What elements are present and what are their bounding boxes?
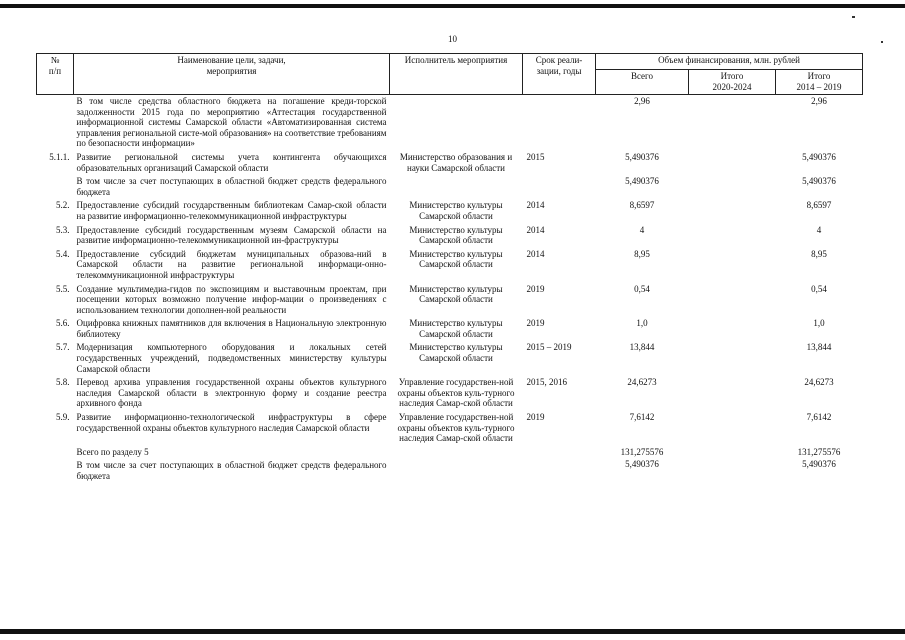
row-itogo-2020-2024	[689, 199, 776, 223]
row-itogo-2020-2024	[689, 175, 776, 199]
row-total: 7,6142	[629, 412, 655, 423]
row-itogo-2014-2019: 5,490376	[802, 459, 836, 470]
row-executor	[390, 175, 523, 199]
table-row-total	[37, 446, 863, 460]
table-row	[37, 376, 863, 411]
row-term: 2014	[526, 224, 545, 235]
row-itogo-2014-2019: 131,275576	[797, 446, 841, 457]
table-row	[37, 411, 863, 446]
row-name: В том числе средства областного бюджета на погашение креди-торской задолженности 2015 года по мероприятию «Аттестация государственной информационной системы Самарской области «Автоматизированная система управления региональной систе-мой образования» на соответствие требованиям по безопасности информации»	[76, 96, 387, 149]
row-itogo-2020-2024	[689, 446, 776, 460]
header-num: № п/п	[37, 54, 74, 95]
row-total: 2,96	[634, 96, 650, 106]
row-executor: Министерство культуры Самарской области	[409, 342, 503, 364]
row-total: 5,490376	[625, 151, 659, 162]
row-total: 0,54	[634, 283, 650, 294]
row-term: 2014	[526, 248, 545, 259]
table-row	[37, 95, 863, 151]
row-itogo-2014-2019: 24,6273	[804, 377, 834, 388]
row-itogo-2020-2024	[689, 376, 776, 411]
financing-table	[36, 53, 863, 484]
row-term: 2019	[526, 283, 545, 294]
row-name: В том числе за счет поступающих в областной бюджет средств федерального бюджета	[76, 176, 387, 197]
scan-speck	[881, 41, 883, 43]
row-num	[37, 459, 74, 483]
row-name: Всего по разделу 5	[76, 446, 149, 457]
row-itogo-2020-2024	[689, 411, 776, 446]
row-itogo-2014-2019: 0,54	[811, 283, 827, 294]
row-term	[523, 459, 596, 483]
row-itogo-2020-2024	[689, 151, 776, 175]
row-total: 24,6273	[627, 377, 657, 388]
row-itogo-2020-2024	[689, 95, 776, 151]
row-term: 2015, 2016	[526, 377, 567, 388]
row-total: 5,490376	[625, 459, 659, 470]
row-executor	[390, 95, 523, 151]
row-itogo-2020-2024	[689, 459, 776, 483]
row-name: Перевод архива управления государственной охраны объектов культурного наследия Самарской области в электронную форму и создание реестра архивного фонда	[76, 377, 387, 409]
table-row	[37, 317, 863, 341]
table-row	[37, 224, 863, 248]
row-itogo-2014-2019: 13,844	[806, 342, 832, 353]
row-total: 131,275576	[620, 446, 664, 457]
row-name: Предоставление субсидий государственным музеям Самарской области на развитие информационно-телекоммуникационной ин-фраструктуры	[76, 224, 387, 246]
header-name: Наименование цели, задачи, мероприятия	[74, 54, 390, 95]
row-executor	[390, 459, 523, 483]
row-total: 8,6597	[629, 200, 655, 211]
row-executor: Управление государствен-ной охраны объектов куль-турного наследия Самар-ской области	[397, 412, 515, 444]
row-executor: Министерство культуры Самарской области	[409, 200, 503, 221]
row-term: 2015	[526, 151, 545, 162]
row-itogo-2020-2024	[689, 283, 776, 318]
row-term: 2014	[526, 200, 545, 211]
row-itogo-2014-2019: 5,490376	[802, 176, 836, 187]
row-num: 5.3.	[56, 224, 70, 235]
table-row	[37, 341, 863, 376]
row-executor	[390, 446, 523, 460]
table-row	[37, 248, 863, 283]
table-row	[37, 175, 863, 199]
table-row	[37, 199, 863, 223]
row-itogo-2014-2019: 5,490376	[802, 151, 836, 162]
row-itogo-2014-2019: 7,6142	[806, 412, 832, 423]
row-num: 5.5.	[56, 283, 70, 294]
row-total: 5,490376	[625, 176, 659, 187]
row-itogo-2014-2019: 8,6597	[806, 200, 832, 211]
row-name: Оцифровка книжных памятников для включения в Национальную электронную библиотеку	[76, 318, 387, 339]
row-name: Модернизация компьютерного оборудования и локальных сетей государственных учреждений, подведомственных министерству культуры Самарской области	[76, 342, 387, 374]
row-total: 8,95	[634, 248, 650, 259]
row-total: 1,0	[636, 318, 648, 329]
row-total: 13,844	[629, 342, 655, 353]
row-name: Развитие региональной системы учета контингента обучающихся образовательных организаций Самарской области	[76, 151, 387, 173]
table-row-federal	[37, 459, 863, 483]
row-executor: Министерство образования и науки Самарской области	[399, 151, 513, 173]
row-term	[523, 175, 596, 199]
row-executor: Министерство культуры Самарской области	[409, 283, 503, 305]
row-term	[523, 446, 596, 460]
header-executor: Исполнитель мероприятия	[390, 54, 523, 95]
row-num: 5.7.	[56, 342, 70, 353]
row-num	[37, 175, 74, 199]
row-term: 2019	[526, 412, 545, 423]
row-term: 2015 – 2019	[526, 342, 572, 353]
row-name: Создание мультимедиа-гидов по экспозициям и выставочным проектам, при посещении которых возможно получение инфор-мации о произведениях с использованием технологии дополнен-ной реальности	[76, 283, 387, 315]
table-row	[37, 283, 863, 318]
header-itogo-2014-2019: Итого 2014 – 2019	[776, 70, 863, 95]
row-executor: Министерство культуры Самарской области	[409, 248, 503, 270]
scan-speck	[852, 16, 855, 18]
row-itogo-2014-2019: 1,0	[813, 318, 825, 329]
row-itogo-2020-2024	[689, 248, 776, 283]
header-term: Срок реали- зации, годы	[523, 54, 596, 95]
row-executor: Министерство культуры Самарской области	[409, 224, 503, 246]
row-itogo-2020-2024	[689, 317, 776, 341]
row-name: Развитие информационно-технологической инфраструктуры в сфере государственной охраны объектов культурного наследия Самарской области	[76, 412, 387, 433]
row-total: 4	[639, 224, 645, 235]
header-financing: Объем финансирования, млн. рублей	[596, 54, 863, 70]
table-row	[37, 151, 863, 175]
row-num: 5.9.	[56, 412, 70, 423]
row-term	[523, 95, 596, 151]
row-name: Предоставление субсидий государственным библиотекам Самар-ской области на развитие информационно-телекоммуникационной инфраструктуры	[76, 200, 387, 221]
financing-table-container	[36, 53, 862, 484]
row-executor: Управление государствен-ной охраны объектов куль-турного наследия Самар-ской области	[397, 377, 515, 409]
bottom-rule	[0, 629, 905, 634]
row-itogo-2014-2019: 4	[816, 224, 822, 235]
row-num: 5.8.	[56, 377, 70, 388]
row-name: Предоставление субсидий бюджетам муниципальных образова-ний в Самарской области на развитие региональной информаци-онно-телекоммуникационной инфраструктуры	[76, 248, 387, 280]
row-name: В том числе за счет поступающих в областной бюджет средств федерального бюджета	[76, 460, 387, 481]
row-itogo-2014-2019: 2,96	[811, 96, 827, 106]
row-num	[37, 446, 74, 460]
row-itogo-2020-2024	[689, 224, 776, 248]
row-itogo-2014-2019: 8,95	[811, 248, 827, 259]
row-itogo-2020-2024	[689, 341, 776, 376]
row-num: 5.1.1.	[49, 151, 70, 162]
row-num: 5.4.	[56, 248, 70, 259]
header-itogo-2020-2024: Итого 2020-2024	[689, 70, 776, 95]
row-num: 5.6.	[56, 318, 70, 329]
row-executor: Министерство культуры Самарской области	[409, 318, 503, 339]
row-num	[37, 95, 74, 151]
header-total: Всего	[596, 70, 689, 95]
page-number: 10	[448, 34, 457, 44]
row-term: 2019	[526, 318, 545, 329]
top-rule	[0, 4, 905, 8]
row-num: 5.2.	[56, 200, 70, 211]
